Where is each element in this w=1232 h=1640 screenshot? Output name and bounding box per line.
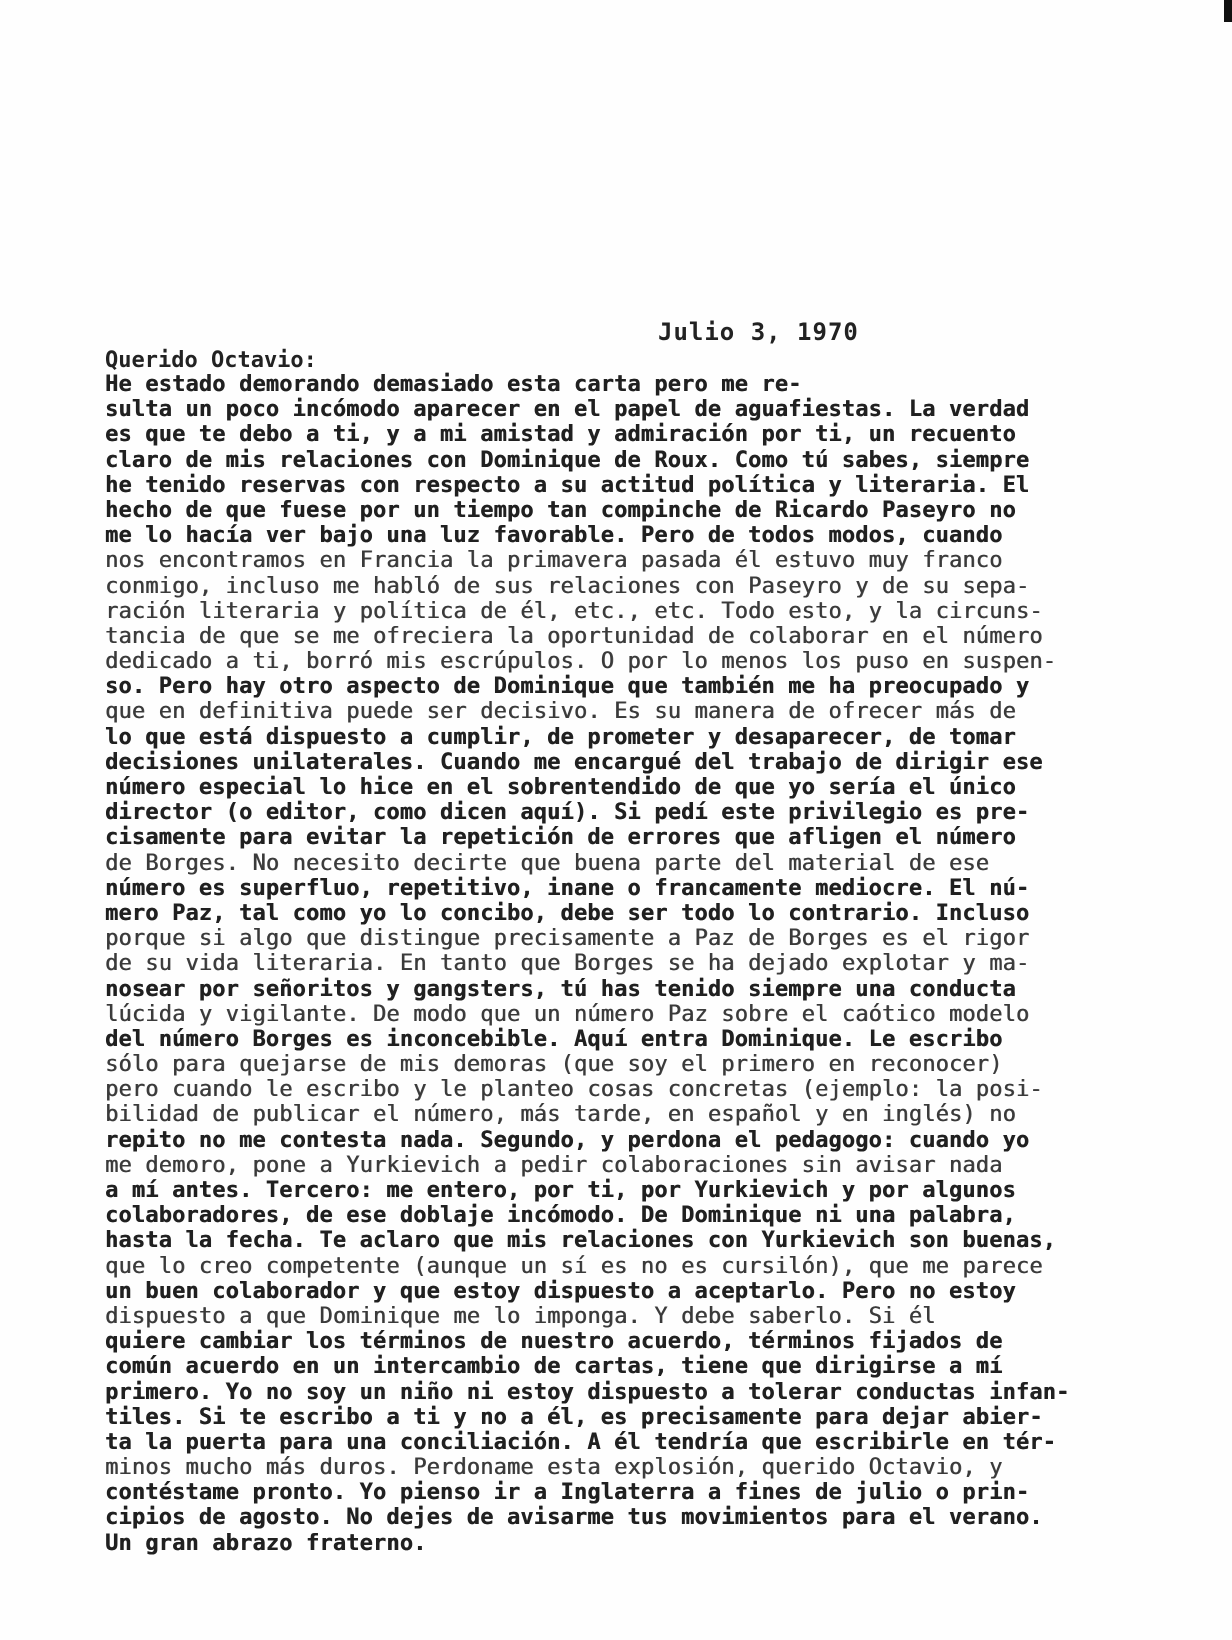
letter-line: quiere cambiar los términos de nuestro acuerdo, términos fijados de (105, 1329, 1003, 1355)
letter-line: sulta un poco incómodo aparecer en el papel de aguafiestas. La verdad (105, 397, 1030, 423)
letter-line: porque si algo que distingue precisamente a Paz de Borges es el rigor (105, 926, 1030, 952)
letter-line: conmigo, incluso me habló de sus relaciones con Paseyro y de su sepa- (105, 573, 1030, 599)
letter-line: Un gran abrazo fraterno. (105, 1530, 427, 1556)
letter-line: mero Paz, tal como yo lo concibo, debe ser todo lo contrario. Incluso (105, 900, 1030, 926)
letter-salutation: Querido Octavio: (105, 348, 317, 373)
letter-date: Julio 3, 1970 (658, 318, 859, 346)
letter-line: lo que está dispuesto a cumplir, de prometer y desaparecer, de tomar (105, 724, 1016, 750)
letter-line: tiles. Si te escribo a ti y no a él, es precisamente para dejar abier- (105, 1404, 1043, 1430)
letter-line: nos encontramos en Francia la primavera pasada él estuvo muy franco (105, 548, 1003, 574)
letter-line: contéstame pronto. Yo pienso ir a Inglaterra a fines de julio o prin- (105, 1480, 1030, 1506)
letter-line: pero cuando le escribo y le planteo cosas concretas (ejemplo: la posi- (105, 1077, 1043, 1103)
letter-line: He estado demorando demasiado esta carta pero me re- (105, 372, 802, 397)
letter-line: cisamente para evitar la repetición de errores que afligen el número (105, 825, 1016, 851)
letter-line: so. Pero hay otro aspecto de Dominique que también me ha preocupado y (105, 674, 1030, 700)
letter-line: de su vida literaria. En tanto que Borges se ha dejado explotar y ma- (105, 951, 1030, 977)
letter-line: he tenido reservas con respecto a su actitud política y literaria. El (105, 472, 1030, 498)
letter-line: del número Borges es inconcebible. Aquí entra Dominique. Le escribo (105, 1026, 1003, 1052)
letter-line: cipios de agosto. No dejes de avisarme tus movimientos para el verano. (105, 1505, 1043, 1531)
letter-line: que lo creo competente (aunque un sí es no es cursilón), que me parece (105, 1253, 1043, 1279)
letter-line: minos mucho más duros. Perdoname esta explosión, querido Octavio, y (105, 1455, 1003, 1481)
letter-line: director (o editor, como dicen aquí). Si pedí este privilegio es pre- (105, 800, 1030, 826)
letter-line: tancia de que se me ofreciera la oportunidad de colaborar en el número (105, 623, 1043, 649)
letter-line: me lo hacía ver bajo una luz favorable. Pero de todos modos, cuando (105, 523, 1003, 549)
letter-line: colaboradores, de ese doblaje incómodo. De Dominique ni una palabra, (105, 1203, 1016, 1229)
scan-edge-mark (1224, 0, 1232, 22)
letter-line: repito no me contesta nada. Segundo, y perdona el pedagogo: cuando yo (105, 1127, 1030, 1153)
letter-line: dispuesto a que Dominique me lo imponga. Y debe saberlo. Si él (105, 1303, 936, 1329)
letter-line: común acuerdo en un intercambio de cartas, tiene que dirigirse a mí (105, 1354, 1003, 1380)
letter-line: nosear por señoritos y gangsters, tú has tenido siempre una conducta (105, 976, 1016, 1002)
letter-line: número es superfluo, repetitivo, inane o francamente mediocre. El nú- (105, 875, 1030, 901)
letter-line: hecho de que fuese por un tiempo tan compinche de Ricardo Paseyro no (105, 497, 1016, 523)
letter-line: ración literaria y política de él, etc., etc. Todo esto, y la circuns- (105, 598, 1043, 624)
letter-line: a mí antes. Tercero: me entero, por ti, por Yurkievich y por algunos (105, 1178, 1016, 1203)
letter-line: lúcida y vigilante. De modo que un número Paz sobre el caótico modelo (105, 1001, 1030, 1027)
letter-line: es que te debo a ti, y a mi amistad y admiración por ti, un recuento (105, 422, 1016, 448)
letter-line: primero. Yo no soy un niño ni estoy dispuesto a tolerar conductas infan- (105, 1379, 1070, 1405)
letter-line: claro de mis relaciones con Dominique de Roux. Como tú sabes, siempre (105, 447, 1030, 473)
letter-body (105, 372, 1185, 1556)
letter-line: sólo para quejarse de mis demoras (que soy el primero en reconocer) (105, 1052, 1003, 1078)
letter-line: me demoro, pone a Yurkievich a pedir colaboraciones sin avisar nada (105, 1152, 1003, 1178)
letter-line: que en definitiva puede ser decisivo. Es su manera de ofrecer más de (105, 699, 1016, 725)
letter-line: un buen colaborador y que estoy dispuesto a aceptarlo. Pero no estoy (105, 1278, 1016, 1304)
letter-line: decisiones unilaterales. Cuando me encargué del trabajo de dirigir ese (105, 749, 1043, 775)
letter-line: número especial lo hice en el sobrentendido de que yo sería el único (105, 775, 1016, 800)
letter-line: bilidad de publicar el número, más tarde, en español y en inglés) no (105, 1102, 1016, 1128)
letter-line: de Borges. No necesito decirte que buena parte del material de ese (105, 850, 990, 876)
letter-line: dedicado a ti, borró mis escrúpulos. O por lo menos los puso en suspen- (105, 649, 1057, 675)
letter-line: ta la puerta para una conciliación. A él tendría que escribirle en tér- (105, 1429, 1057, 1455)
letter-line: hasta la fecha. Te aclaro que mis relaciones con Yurkievich son buenas, (105, 1228, 1057, 1254)
